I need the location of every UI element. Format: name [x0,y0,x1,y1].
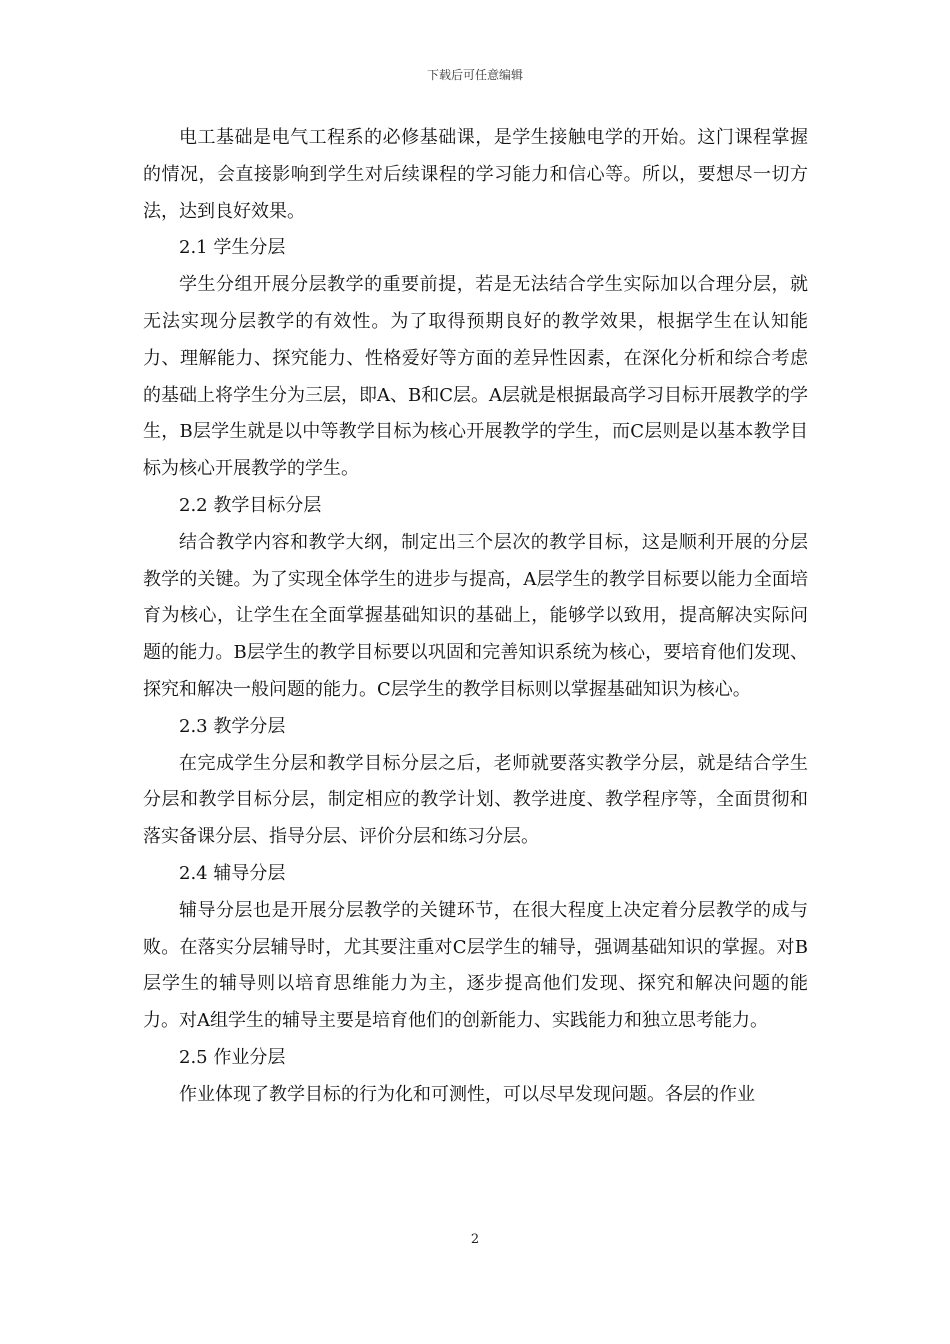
section-heading-2-4: 2.4 辅导分层 [179,862,286,884]
section-heading-2-1: 2.1 学生分层 [179,237,286,259]
document-body [143,120,808,1114]
paragraph-intro: 电工基础是电气工程系的必修基础课，是学生接触电学的开始。这门课程掌握的情况，会直接影响到学生对后续课程的学习能力和信心等。所以，要想尽一切方法，达到良好效果。 [143,127,808,222]
section-heading-2-5: 2.5 作业分层 [179,1046,286,1068]
section-heading-2-2: 2.2 教学目标分层 [179,494,322,516]
page-header-note: 下载后可任意编辑 [426,68,523,82]
paragraph-tutoring-layering: 辅导分层也是开展分层教学的关键环节，在很大程度上决定着分层教学的成与败。在落实分层辅导时，尤其要注重对C层学生的辅导，强调基础知识的掌握。对B层学生的辅导则以培育思维能力为主，逐步提高他们发现、探究和解决问题的能力。对A组学生的辅导主要是培育他们的创新能力、实践能力和独立思考能力。 [143,899,808,1032]
paragraph-homework-layering: 作业体现了教学目标的行为化和可测性，可以尽早发现问题。各层的作业 [179,1083,755,1105]
paragraph-student-layering: 学生分组开展分层教学的重要前提，若是无法结合学生实际加以合理分层，就无法实现分层教学的有效性。为了取得预期良好的教学效果，根据学生在认知能力、理解能力、探究能力、性格爱好等方面的差异性因素，在深化分析和综合考虑的基础上将学生分为三层，即A、B和C层。A层就是根据最高学习目标开展教学的学生，B层学生就是以中等教学目标为核心开展教学的学生，而C层则是以基本教学目标为核心开展教学的学生。 [143,274,808,480]
paragraph-teaching-layering: 在完成学生分层和教学目标分层之后，老师就要落实教学分层，就是结合学生分层和教学目标分层，制定相应的教学计划、教学进度、教学程序等，全面贯彻和落实备课分层、指导分层、评价分层和练习分层。 [143,752,808,848]
section-heading-2-3: 2.3 教学分层 [179,715,286,737]
page-number: 2 [470,1232,480,1247]
paragraph-goal-layering: 结合教学内容和教学大纲，制定出三个层次的教学目标，这是顺利开展的分层教学的关键。为了实现全体学生的进步与提高，A层学生的教学目标要以能力全面培育为核心，让学生在全面掌握基础知识的基础上，能够学以致用，提高解决实际问题的能力。B层学生的教学目标要以巩固和完善知识系统为核心，要培育他们发现、探究和解决一般问题的能力。C层学生的教学目标则以掌握基础知识为核心。 [143,531,808,700]
